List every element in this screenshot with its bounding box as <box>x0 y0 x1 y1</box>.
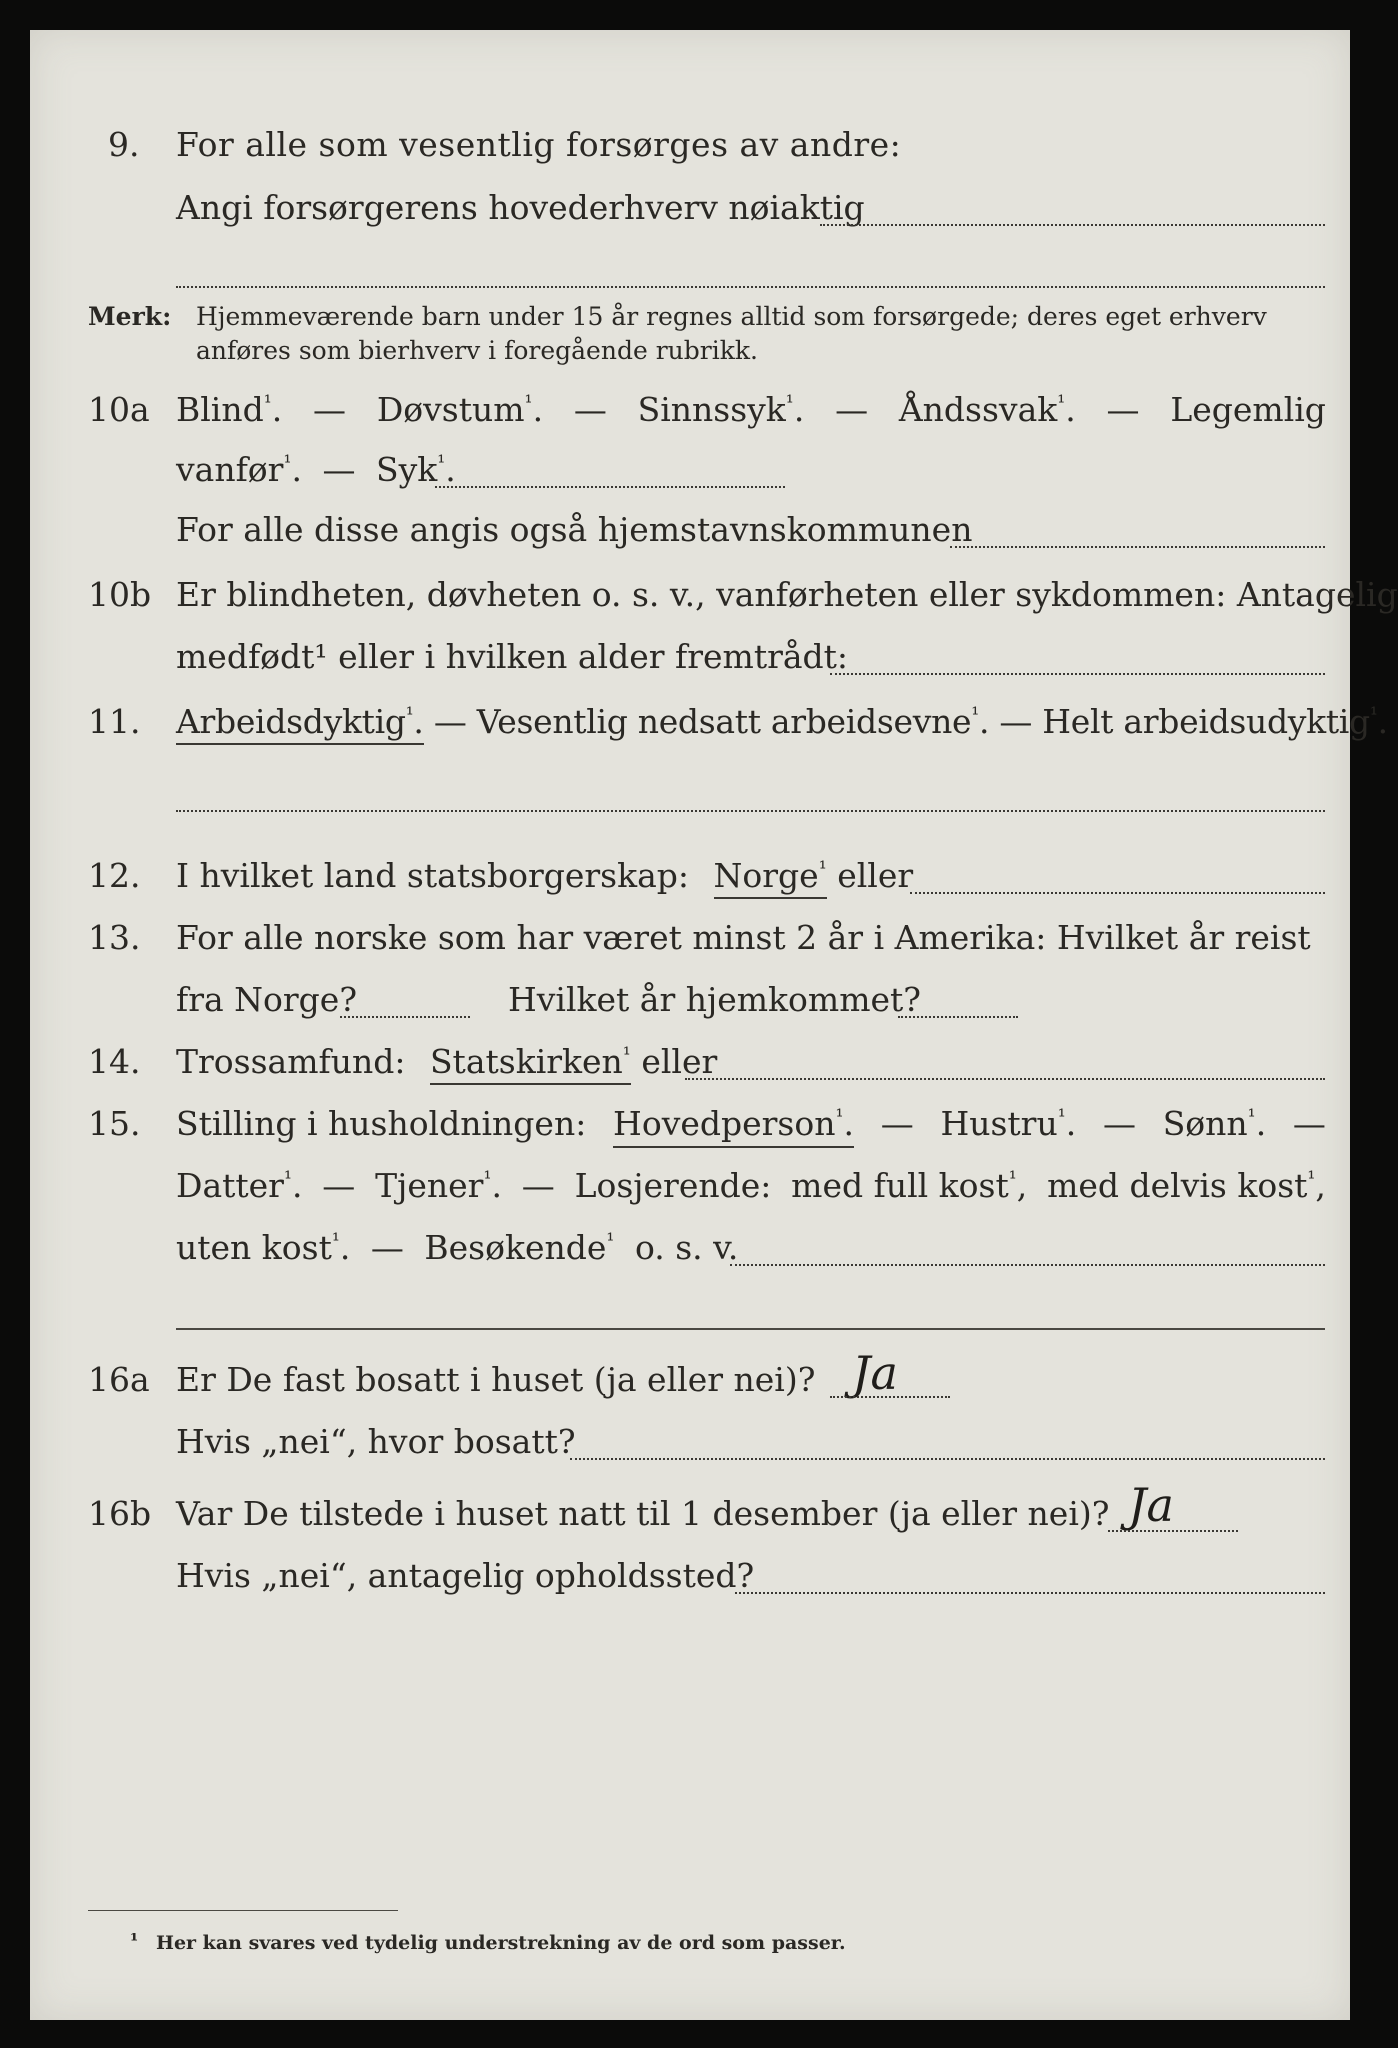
q10a-line1 <box>176 390 1326 430</box>
q12-line: I hvilket land statsborgerskap: Norge$^{^1}$ eller <box>176 856 913 896</box>
q13-part2: Hvilket år hjemkommet? <box>508 980 921 1019</box>
census-form-page <box>30 30 1398 2020</box>
dash: — <box>322 1166 356 1205</box>
q9-line2: Angi forsørgerens hovederhverv nøiaktig <box>176 188 865 227</box>
q16b-handwritten-answer[interactable]: Ja <box>1128 1478 1174 1532</box>
dash: — <box>880 1104 914 1143</box>
q15-osv: o. s. v. <box>634 1228 739 1267</box>
option-hovedperson[interactable]: Hovedperson$^{^1}$. <box>613 1104 854 1148</box>
option-arbeidsudyktig[interactable]: Helt arbeidsudyktig$^{^1}$. <box>1042 702 1388 741</box>
option-sonn[interactable]: Sønn$^{^1}$. <box>1162 1104 1267 1143</box>
dash: — <box>433 702 467 741</box>
footnote-rule <box>88 1910 398 1911</box>
footnote-text: Her kan svares ved tydelig understrekning av de ord som passer. <box>156 1932 846 1954</box>
q10b-line2: medfødt¹ eller i hvilken alder fremtrådt: <box>176 637 849 676</box>
q10a-number: 10a <box>88 390 150 429</box>
option-tjener[interactable]: Tjener$^{^1}$. <box>375 1166 502 1205</box>
option-hustru[interactable]: Hustru$^{^1}$. <box>940 1104 1077 1143</box>
option-delvis-kost[interactable]: med delvis kost$^{^1}$, <box>1047 1166 1326 1205</box>
dash: — <box>999 702 1033 741</box>
q15-number: 15. <box>88 1104 141 1143</box>
q14-answer-line[interactable] <box>685 1078 1325 1080</box>
q16b-number: 16b <box>88 1494 152 1533</box>
merk-label: Merk: <box>88 302 172 331</box>
q16b-line1: Var De tilstede i huset natt til 1 desember (ja eller nei)? <box>176 1494 1110 1533</box>
option-vanfor[interactable]: vanfør$^{^1}$. <box>176 450 302 489</box>
q9-number: 9. <box>108 125 140 164</box>
option-andssvak[interactable]: Åndssvak$^{^1}$. <box>898 390 1076 429</box>
dash: — <box>835 390 869 429</box>
q10a-syk-answer-line[interactable] <box>435 486 785 488</box>
dash: — <box>313 390 347 429</box>
q10a-line3: For alle disse angis også hjemstavnskommunen <box>176 510 973 549</box>
q14-eller: eller <box>641 1042 718 1081</box>
dash: — <box>1102 1104 1136 1143</box>
footnote-mark: ¹ <box>130 1930 139 1952</box>
dash: — <box>1106 390 1140 429</box>
q10a-line2 <box>176 450 456 490</box>
q11-number: 11. <box>88 702 141 741</box>
q10b-line1: Er blindheten, døvheten o. s. v., vanførheten eller sykdommen: Antagelig <box>176 575 1398 614</box>
q10b-number: 10b <box>88 575 152 614</box>
q11-line <box>176 702 1388 742</box>
q10b-answer-line[interactable] <box>830 673 1325 675</box>
option-datter[interactable]: Datter$^{^1}$. <box>176 1166 303 1205</box>
dash: — <box>370 1228 404 1267</box>
q15-separator-line <box>176 1328 1325 1330</box>
merk-line2: anføres som bierhverv i foregående rubrikk. <box>196 336 758 365</box>
q16b-answer-line[interactable] <box>1108 1530 1238 1532</box>
q9-answer-line[interactable] <box>820 224 1325 226</box>
q14-number: 14. <box>88 1042 141 1081</box>
q13-hjemkommet-answer-line[interactable] <box>898 1016 1018 1018</box>
merk-line1: Hjemmeværende barn under 15 år regnes alltid som forsørgede; deres eget erhverv <box>196 302 1267 331</box>
q16a-bosatt-answer-line[interactable] <box>570 1458 1325 1460</box>
q16a-number: 16a <box>88 1360 150 1399</box>
option-arbeidsdyktig[interactable]: Arbeidsdyktig$^{^1}$. <box>176 702 424 745</box>
q15-line3 <box>176 1228 738 1268</box>
q15-line2 <box>176 1166 1326 1206</box>
q16a-line2: Hvis „nei“, hvor bosatt? <box>176 1422 576 1461</box>
q16a-line1: Er De fast bosatt i huset (ja eller nei)? <box>176 1360 816 1399</box>
q11-answer-line[interactable] <box>176 810 1325 812</box>
dash: — <box>521 1166 555 1205</box>
q9-extra-answer-line[interactable] <box>176 286 1325 288</box>
dash: — <box>1292 1104 1326 1143</box>
q13-line1: For alle norske som har været minst 2 år i Amerika: Hvilket år reist <box>176 918 1311 957</box>
option-full-kost[interactable]: med full kost$^{^1}$, <box>791 1166 1028 1205</box>
q12-number: 12. <box>88 856 141 895</box>
q10a-hjemstavn-answer-line[interactable] <box>950 546 1325 548</box>
option-norge[interactable]: Norge$^{^1}$ <box>714 856 827 899</box>
q16a-handwritten-answer[interactable]: Ja <box>852 1346 898 1400</box>
option-besokende[interactable]: Besøkende$^{^1}$ <box>424 1228 615 1267</box>
q15-answer-line[interactable] <box>730 1264 1325 1266</box>
q14-line: Trossamfund: Statskirken$^{^1}$ eller <box>176 1042 717 1082</box>
option-statskirken[interactable]: Statskirken$^{^1}$ <box>430 1042 631 1085</box>
q13-part1: fra Norge? <box>176 980 358 1019</box>
option-uten-kost[interactable]: uten kost$^{^1}$. <box>176 1228 351 1267</box>
dash: — <box>322 450 356 489</box>
q16b-opholdssted-answer-line[interactable] <box>735 1592 1325 1594</box>
q12-eller: eller <box>837 856 914 895</box>
option-dovstum[interactable]: Døvstum$^{^1}$. <box>376 390 544 429</box>
q15-line1: Stilling i husholdningen: Hovedperson$^{^1}$. — Hustru$^{^1}$. — Sønn$^{^1}$. — <box>176 1104 1326 1148</box>
option-syk[interactable]: Syk$^{^1}$. <box>375 450 456 489</box>
q16b-line2: Hvis „nei“, antagelig opholdssted? <box>176 1556 755 1595</box>
q9-line1: For alle som vesentlig forsørges av andre: <box>176 125 902 164</box>
losjerende-label: Losjerende: <box>574 1166 772 1205</box>
dash: — <box>573 390 607 429</box>
option-blind[interactable]: Blind$^{^1}$. <box>176 390 283 429</box>
q13-reist-answer-line[interactable] <box>340 1016 470 1018</box>
option-sinnssyk[interactable]: Sinnssyk$^{^1}$. <box>637 390 805 429</box>
q16a-answer-line[interactable] <box>830 1396 950 1398</box>
q12-answer-line[interactable] <box>910 892 1325 894</box>
q13-number: 13. <box>88 918 141 957</box>
option-nedsatt-arbeidsevne[interactable]: Vesentlig nedsatt arbeidsevne$^{^1}$. <box>476 702 990 741</box>
option-legemlig[interactable]: Legemlig <box>1170 390 1326 429</box>
